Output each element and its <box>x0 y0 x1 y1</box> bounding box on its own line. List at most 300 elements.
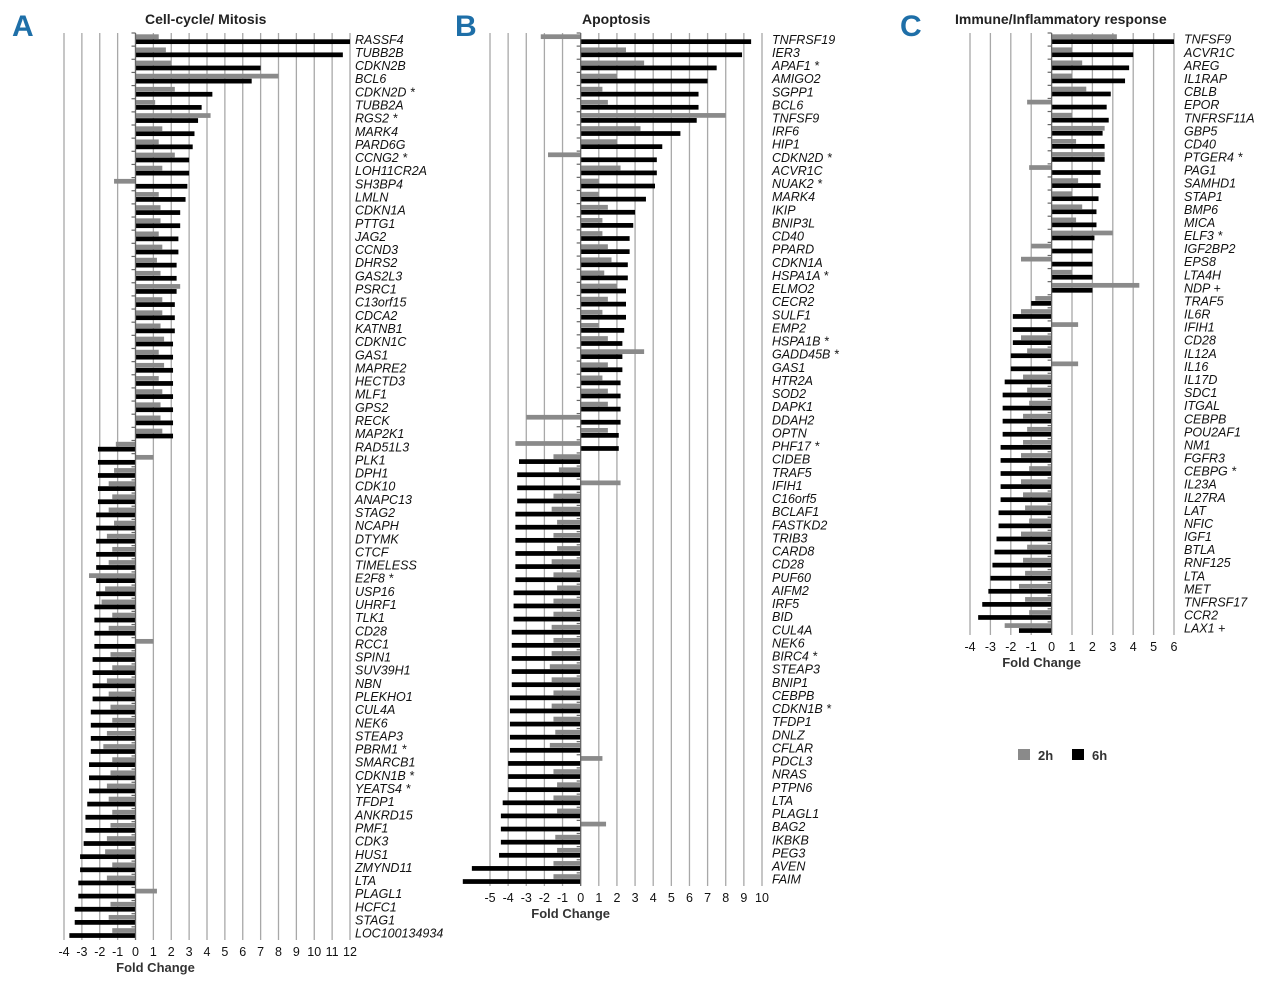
gene-label: NM1 <box>1184 438 1211 453</box>
bar-6h <box>94 618 135 623</box>
bar-2h <box>112 862 135 867</box>
bar-6h <box>78 881 135 886</box>
gene-label: IRF6 <box>772 124 800 139</box>
bar-2h <box>581 205 608 210</box>
gene-label: CIDEB <box>772 452 811 467</box>
gene-label: STAG2 <box>355 505 396 520</box>
gene-label: CDKN1A <box>355 203 406 218</box>
gene-label: HECTD3 <box>355 374 406 389</box>
gene-label: IL23A <box>1184 477 1217 492</box>
bar-6h <box>508 774 581 779</box>
bar-2h <box>136 271 161 276</box>
bar-6h <box>1052 144 1105 149</box>
bar-2h <box>1023 375 1052 380</box>
bar-6h <box>136 381 174 386</box>
bar-6h <box>581 118 697 123</box>
x-tick-label: 3 <box>1109 640 1117 654</box>
bar-2h <box>557 546 581 551</box>
bar-2h <box>1052 361 1079 366</box>
gene-label: CEBPG * <box>1184 464 1237 479</box>
bar-6h <box>512 630 581 635</box>
bar-2h <box>541 34 581 39</box>
bar-6h <box>94 631 135 636</box>
bar-2h <box>552 704 581 709</box>
gene-label: CDKN2B <box>355 59 406 74</box>
x-tick-label: 1 <box>149 945 157 959</box>
bar-6h <box>997 537 1052 542</box>
bar-2h <box>1052 191 1072 196</box>
bar-2h <box>581 402 608 407</box>
bar-6h <box>510 709 581 714</box>
bar-6h <box>1001 497 1052 502</box>
bar-2h <box>136 402 161 407</box>
gene-label: LAX1 + <box>1184 621 1226 636</box>
bar-2h <box>1027 100 1051 105</box>
bar-6h <box>1001 484 1052 489</box>
bar-2h <box>581 271 605 276</box>
gene-label: MAPRE2 <box>355 361 407 376</box>
gene-label: IL17D <box>1184 372 1218 387</box>
bar-6h <box>136 144 193 149</box>
x-tick-label: 3 <box>185 945 193 959</box>
bar-6h <box>136 66 261 71</box>
bar-6h <box>98 447 136 452</box>
bar-6h <box>999 510 1052 515</box>
gene-label: IKBKB <box>772 833 809 848</box>
gene-label: NUAK2 * <box>772 177 823 192</box>
bar-6h <box>514 590 581 595</box>
bar-2h <box>1052 231 1113 236</box>
gene-label: ACVR1C <box>1184 45 1235 60</box>
bar-2h <box>1021 257 1052 262</box>
gene-label: IKIP <box>772 203 796 218</box>
bar-6h <box>1001 471 1052 476</box>
bar-2h <box>107 731 136 736</box>
bar-2h <box>109 797 136 802</box>
bar-6h <box>512 669 581 674</box>
gene-label: SUV39H1 <box>355 663 411 678</box>
bar-6h <box>136 118 199 123</box>
gene-label: CD28 <box>1184 333 1216 348</box>
gene-label: PLK1 <box>355 453 386 468</box>
gene-label: CECR2 <box>772 295 815 310</box>
gene-label: HTR2A <box>772 373 813 388</box>
gene-label: CD40 <box>772 229 804 244</box>
gene-label: PMF1 <box>355 821 389 836</box>
x-tick-label: 0 <box>132 945 139 959</box>
bar-2h <box>112 718 135 723</box>
bar-2h <box>581 166 621 171</box>
bar-2h <box>581 192 599 197</box>
bar-6h <box>515 512 580 517</box>
gene-label: TIMELESS <box>355 558 417 573</box>
gene-label: FAIM <box>772 872 801 887</box>
gene-label: RECK <box>355 413 390 428</box>
x-tick-label: 10 <box>307 945 322 959</box>
bar-2h <box>1029 165 1051 170</box>
gene-label: CD28 <box>355 624 387 639</box>
bar-2h <box>581 480 621 485</box>
bar-6h <box>136 184 188 189</box>
bar-2h <box>136 310 163 315</box>
bar-2h <box>110 902 135 907</box>
gene-label: IER3 <box>772 45 800 60</box>
bar-6h <box>1013 314 1052 319</box>
bar-6h <box>1005 380 1052 385</box>
bar-2h <box>581 139 617 144</box>
bar-6h <box>98 486 136 491</box>
bar-2h <box>1021 453 1052 458</box>
gene-label: NDP + <box>1184 281 1221 296</box>
bar-2h <box>89 573 135 578</box>
bar-6h <box>581 66 717 71</box>
bar-6h <box>1052 131 1103 136</box>
bar-2h <box>114 521 135 526</box>
gene-label: GBP5 <box>1184 124 1218 139</box>
bar-2h <box>581 257 612 262</box>
bar-6h <box>581 315 626 320</box>
gene-label: IL12A <box>1184 346 1217 361</box>
gene-label: NEK6 <box>355 716 388 731</box>
bar-6h <box>136 434 174 439</box>
bar-2h <box>581 74 617 79</box>
gene-label: C16orf5 <box>772 492 817 507</box>
gene-label: TLK1 <box>355 611 385 626</box>
gene-label: CEBPB <box>1184 412 1227 427</box>
bar-2h <box>553 494 580 499</box>
x-tick-label: 7 <box>704 891 712 905</box>
bar-6h <box>96 565 135 570</box>
bar-6h <box>1052 105 1107 110</box>
bar-6h <box>93 657 136 662</box>
panel-title: Immune/Inflammatory response <box>955 11 1167 27</box>
bar-2h <box>581 87 603 92</box>
bar-2h <box>1025 571 1052 576</box>
gene-label: CFLAR <box>772 741 813 756</box>
bar-2h <box>136 166 163 171</box>
gene-label: RGS2 * <box>355 111 398 126</box>
bar-2h <box>557 782 581 787</box>
bar-2h <box>552 677 581 682</box>
gene-label: CTCF <box>355 545 389 560</box>
bar-2h <box>112 928 135 933</box>
bar-6h <box>990 576 1051 581</box>
bar-6h <box>508 761 581 766</box>
bar-2h <box>112 613 135 618</box>
bar-6h <box>982 602 1051 607</box>
bar-6h <box>581 210 635 215</box>
bar-2h <box>1052 87 1087 92</box>
x-tick-label: -2 <box>94 945 106 959</box>
gene-label: CDCA2 <box>355 308 398 323</box>
gene-label: TRAF5 <box>1184 294 1224 309</box>
bar-2h <box>581 47 626 52</box>
x-tick-label: 12 <box>343 945 357 959</box>
gene-label: PBRM1 * <box>355 742 407 757</box>
bar-2h <box>1052 74 1072 79</box>
gene-label: MARK4 <box>772 190 816 205</box>
x-tick-label: -5 <box>484 891 496 905</box>
gene-label: CD40 <box>1184 137 1216 152</box>
gene-label: PLAGL1 <box>355 887 403 902</box>
gene-label: UHRF1 <box>355 598 397 613</box>
gene-label: PAG1 <box>1184 163 1217 178</box>
x-tick-label: 0 <box>1048 640 1056 654</box>
bar-2h <box>109 560 136 565</box>
bar-2h <box>581 297 608 302</box>
gene-label: STEAP3 <box>772 662 820 677</box>
bar-2h <box>581 113 726 118</box>
bar-2h <box>136 258 157 263</box>
bar-6h <box>136 197 186 202</box>
bar-6h <box>581 302 626 307</box>
bar-6h <box>517 499 580 504</box>
bar-6h <box>581 407 621 412</box>
bar-2h <box>1029 466 1051 471</box>
bar-6h <box>581 171 657 176</box>
bar-6h <box>501 814 581 819</box>
bar-2h <box>552 507 581 512</box>
bar-6h <box>1013 327 1052 332</box>
panel-title: Cell-cycle/ Mitosis <box>145 11 267 27</box>
legend-label-2h: 2h <box>1038 748 1054 763</box>
bar-6h <box>463 879 581 884</box>
bar-6h <box>136 368 174 373</box>
bar-6h <box>84 841 136 846</box>
gene-label: CCNG2 * <box>355 151 408 166</box>
bar-2h <box>1052 270 1072 275</box>
gene-label: E2F8 * <box>355 571 394 586</box>
bar-2h <box>553 454 580 459</box>
bar-6h <box>510 695 581 700</box>
bar-6h <box>136 210 181 215</box>
bar-2h <box>552 651 581 656</box>
gene-label: LAT <box>1184 503 1206 518</box>
gene-label: HSPA1B * <box>772 334 829 349</box>
gene-label: DTYMK <box>355 532 399 547</box>
gene-label: CARD8 <box>772 544 815 559</box>
gene-label: PHF17 * <box>772 439 820 454</box>
bar-6h <box>1052 275 1093 280</box>
bar-2h <box>1052 47 1072 52</box>
bar-6h <box>581 131 681 136</box>
bar-6h <box>96 552 135 557</box>
bar-6h <box>581 249 630 254</box>
gene-label: TNFRSF11A <box>1184 111 1255 126</box>
bar-6h <box>94 605 135 610</box>
gene-label: LOH11CR2A <box>355 164 428 179</box>
bar-6h <box>994 550 1051 555</box>
bar-6h <box>508 787 581 792</box>
gene-label: EPOR <box>1184 98 1220 113</box>
bar-6h <box>87 802 135 807</box>
bar-2h <box>136 245 163 250</box>
gene-label: STAG1 <box>355 913 396 928</box>
bar-2h <box>553 612 580 617</box>
x-tick-label: 7 <box>257 945 265 959</box>
bar-6h <box>978 615 1051 620</box>
bar-2h <box>136 100 156 105</box>
bar-2h <box>136 205 161 210</box>
bar-6h <box>1052 209 1097 214</box>
gene-label: RNF125 <box>1184 556 1231 571</box>
legend-label-6h: 6h <box>1092 748 1108 763</box>
bar-6h <box>581 367 623 372</box>
bar-2h <box>581 244 608 249</box>
bar-2h <box>105 849 135 854</box>
x-tick-label: -1 <box>556 891 569 905</box>
gene-label: MET <box>1184 582 1211 597</box>
bar-6h <box>1052 249 1093 254</box>
bar-2h <box>110 823 135 828</box>
bar-2h <box>1052 178 1079 183</box>
x-tick-label: 5 <box>667 891 675 905</box>
bar-6h <box>136 407 174 412</box>
bar-6h <box>136 355 174 360</box>
bar-6h <box>581 92 699 97</box>
bar-2h <box>555 730 580 735</box>
bar-6h <box>581 223 634 228</box>
bar-6h <box>136 315 175 320</box>
bar-2h <box>1021 309 1052 314</box>
bar-2h <box>1027 388 1051 393</box>
x-tick-label: -3 <box>520 891 532 905</box>
bar-6h <box>136 105 202 110</box>
bar-6h <box>136 52 343 57</box>
bar-2h <box>553 795 580 800</box>
bar-6h <box>515 564 580 569</box>
bar-2h <box>136 297 163 302</box>
bar-2h <box>581 218 603 223</box>
bar-2h <box>114 179 135 184</box>
bar-6h <box>501 840 581 845</box>
gene-label: TFDP1 <box>772 715 812 730</box>
bar-2h <box>1027 427 1051 432</box>
bar-6h <box>75 920 136 925</box>
gene-label: CEBPB <box>772 688 815 703</box>
bar-2h <box>557 585 581 590</box>
bar-2h <box>553 638 580 643</box>
bar-6h <box>581 354 623 359</box>
bar-6h <box>98 460 136 465</box>
gene-label: CDK3 <box>355 834 389 849</box>
bar-2h <box>548 152 581 157</box>
x-tick-label: 5 <box>221 945 229 959</box>
gene-label: PPARD <box>772 242 815 257</box>
bar-6h <box>96 539 135 544</box>
gene-label: PSRC1 <box>355 282 397 297</box>
gene-label: IL16 <box>1184 359 1209 374</box>
x-tick-label: 4 <box>649 891 657 905</box>
bar-6h <box>581 341 623 346</box>
bar-2h <box>136 74 279 79</box>
bar-2h <box>1021 479 1052 484</box>
gene-label: SH3BP4 <box>355 177 403 192</box>
x-tick-label: 8 <box>275 945 282 959</box>
bar-2h <box>136 47 166 52</box>
gene-label: SGPP1 <box>772 85 814 100</box>
bar-6h <box>581 144 663 149</box>
bar-6h <box>1019 628 1052 633</box>
bar-2h <box>105 586 135 591</box>
bar-6h <box>510 722 581 727</box>
bar-6h <box>1052 262 1093 267</box>
bar-6h <box>581 276 628 281</box>
bar-6h <box>136 328 175 333</box>
gene-label: PTTG1 <box>355 216 396 231</box>
bar-2h <box>1025 505 1052 510</box>
gene-label: AMIGO2 <box>772 72 821 87</box>
bar-2h <box>553 533 580 538</box>
gene-label: RAD51L3 <box>355 440 410 455</box>
bar-6h <box>1052 79 1125 84</box>
panel-letter: C <box>900 10 922 43</box>
gene-label: TFDP1 <box>355 795 395 810</box>
bar-6h <box>136 250 179 255</box>
bar-2h <box>112 757 135 762</box>
bar-6h <box>94 644 135 649</box>
bar-2h <box>581 323 599 328</box>
bar-2h <box>136 376 159 381</box>
bar-6h <box>98 499 136 504</box>
gene-label: NBN <box>355 676 382 691</box>
gene-label: LTA <box>1184 569 1206 584</box>
gene-label: IL6R <box>1184 307 1211 322</box>
gene-label: OPTN <box>772 426 807 441</box>
gene-label: IGF2BP2 <box>1184 242 1236 257</box>
bar-2h <box>136 218 161 223</box>
bar-2h <box>559 467 581 472</box>
bar-2h <box>114 468 135 473</box>
bar-2h <box>553 572 580 577</box>
bar-2h <box>581 428 608 433</box>
bar-2h <box>136 429 163 434</box>
bar-2h <box>1029 610 1051 615</box>
x-tick-label: -3 <box>76 945 88 959</box>
bar-6h <box>1013 340 1052 345</box>
gene-label: TNFRSF17 <box>1184 595 1248 610</box>
bar-6h <box>1052 170 1101 175</box>
bar-2h <box>112 810 135 815</box>
gene-label: FGFR3 <box>1184 451 1225 466</box>
gene-label: TRAF5 <box>772 465 812 480</box>
bar-2h <box>1052 139 1076 144</box>
bar-2h <box>581 126 641 131</box>
bar-6h <box>93 670 136 675</box>
gene-label: IRF5 <box>772 597 800 612</box>
bar-6h <box>515 551 580 556</box>
gene-label: MAP2K1 <box>355 427 405 442</box>
panel-letter: B <box>455 10 477 43</box>
bar-6h <box>136 171 190 176</box>
bar-2h <box>581 756 603 761</box>
gene-label: MARK4 <box>355 124 399 139</box>
gene-label: LOC100134934 <box>355 926 444 941</box>
bar-2h <box>112 665 135 670</box>
gene-label: CDKN2D * <box>772 150 832 165</box>
bar-6h <box>517 472 580 477</box>
bar-6h <box>93 683 136 688</box>
bar-2h <box>553 861 580 866</box>
gene-label: SDC1 <box>1184 386 1218 401</box>
gene-label: CDKN1C <box>355 335 407 350</box>
x-tick-label: 0 <box>577 891 585 905</box>
bar-2h <box>112 547 135 552</box>
bar-6h <box>581 394 621 399</box>
gene-label: IFIH1 <box>1184 320 1215 335</box>
gene-label: IGF1 <box>1184 530 1212 545</box>
bar-6h <box>85 815 135 820</box>
